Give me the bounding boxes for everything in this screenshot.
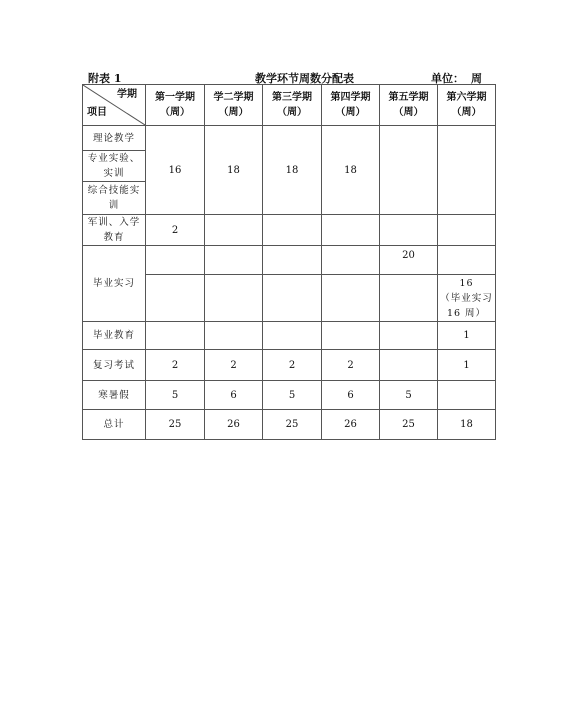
semester-name: 第六学期 (446, 92, 487, 103)
vacation-s4: 6 (322, 381, 380, 410)
skills-label: 综合技能实训 (83, 182, 146, 215)
vacation-label: 寒暑假 (83, 381, 146, 410)
total-label: 总计 (83, 410, 146, 440)
military-s1-value: 2 (146, 215, 205, 246)
grad-edu-label: 毕业教育 (83, 322, 146, 350)
semester-unit: （周） (218, 107, 249, 118)
internship-a-s1-empty (146, 246, 205, 275)
total-s1: 25 (146, 410, 205, 440)
semester-unit: （周） (335, 107, 366, 118)
semester-1-header (146, 85, 205, 126)
week-allocation-table (82, 84, 496, 440)
grad-edu-s6-value: 1 (438, 322, 496, 350)
corner-item-label: 项目 (87, 107, 107, 118)
group-s5-empty (380, 126, 438, 215)
internship-b-s5-empty (380, 275, 438, 322)
group-s4-value: 18 (322, 126, 380, 215)
review-label: 复习考试 (83, 350, 146, 381)
vacation-s2: 6 (205, 381, 263, 410)
semester-unit: （周） (277, 107, 307, 118)
military-s6-empty (438, 215, 496, 246)
total-s6: 18 (438, 410, 496, 440)
military-s3-empty (263, 215, 322, 246)
vacation-s6 (438, 381, 496, 410)
corner-header-cell (83, 85, 146, 126)
total-row (83, 410, 496, 440)
grad-edu-s3-empty (263, 322, 322, 350)
total-s4: 26 (322, 410, 380, 440)
semester-4-header (322, 85, 380, 126)
theory-label: 理论教学 (83, 126, 146, 151)
table-title: 教学环节周数分配表 (255, 72, 354, 85)
review-s1: 2 (146, 350, 205, 381)
experiment-label: 专业实验、实训 (83, 151, 146, 182)
semester-name: 学二学期 (213, 92, 254, 103)
internship-s5-value: 20 (380, 246, 438, 275)
semester-name: 第三学期 (272, 92, 312, 103)
internship-s6-note: （毕业实习 16 周） (440, 292, 493, 319)
review-s4: 2 (322, 350, 380, 381)
review-row (83, 350, 496, 381)
grad-edu-s4-empty (322, 322, 380, 350)
semester-6-header (438, 85, 496, 126)
semester-unit: （周） (393, 107, 424, 118)
semester-3-header (263, 85, 322, 126)
grad-edu-s1-empty (146, 322, 205, 350)
internship-s6-cell (438, 275, 496, 322)
grad-edu-s5-empty (380, 322, 438, 350)
military-label: 军训、入学教育 (83, 215, 146, 246)
vacation-s5: 5 (380, 381, 438, 410)
unit-value: 周 (471, 72, 482, 85)
theory-row (83, 126, 496, 151)
grad-edu-row (83, 322, 496, 350)
unit-label: 单位： (431, 72, 464, 85)
internship-s6-value: 16 (459, 277, 474, 289)
header-row (83, 85, 496, 126)
semester-unit: （周） (451, 107, 482, 118)
review-s2: 2 (205, 350, 263, 381)
internship-label: 毕业实习 (83, 246, 146, 322)
internship-row-a (83, 246, 496, 275)
grad-edu-s2-empty (205, 322, 263, 350)
internship-a-s6-empty (438, 246, 496, 275)
semester-unit: （周） (160, 107, 190, 118)
total-s2: 26 (205, 410, 263, 440)
group-s2-value: 18 (205, 126, 263, 215)
total-s5: 25 (380, 410, 438, 440)
internship-b-s2-empty (205, 275, 263, 322)
appendix-label: 附表 1 (88, 72, 122, 85)
semester-name: 第一学期 (155, 92, 195, 103)
military-s5-empty (380, 215, 438, 246)
vacation-s1: 5 (146, 381, 205, 410)
internship-a-s4-empty (322, 246, 380, 275)
internship-b-s3-empty (263, 275, 322, 322)
review-s3: 2 (263, 350, 322, 381)
internship-b-s4-empty (322, 275, 380, 322)
military-s4-empty (322, 215, 380, 246)
total-s3: 25 (263, 410, 322, 440)
review-s5 (380, 350, 438, 381)
military-s2-empty (205, 215, 263, 246)
vacation-s3: 5 (263, 381, 322, 410)
group-s3-value: 18 (263, 126, 322, 215)
semester-name: 第五学期 (388, 92, 429, 103)
semester-5-header (380, 85, 438, 126)
group-s6-empty (438, 126, 496, 215)
review-s6: 1 (438, 350, 496, 381)
group-s1-value: 16 (146, 126, 205, 215)
internship-a-s3-empty (263, 246, 322, 275)
semester-2-header (205, 85, 263, 126)
internship-a-s2-empty (205, 246, 263, 275)
military-row (83, 215, 496, 246)
vacation-row (83, 381, 496, 410)
semester-name: 第四学期 (330, 92, 371, 103)
corner-semester-label: 学期 (117, 89, 137, 100)
internship-b-s1-empty (146, 275, 205, 322)
